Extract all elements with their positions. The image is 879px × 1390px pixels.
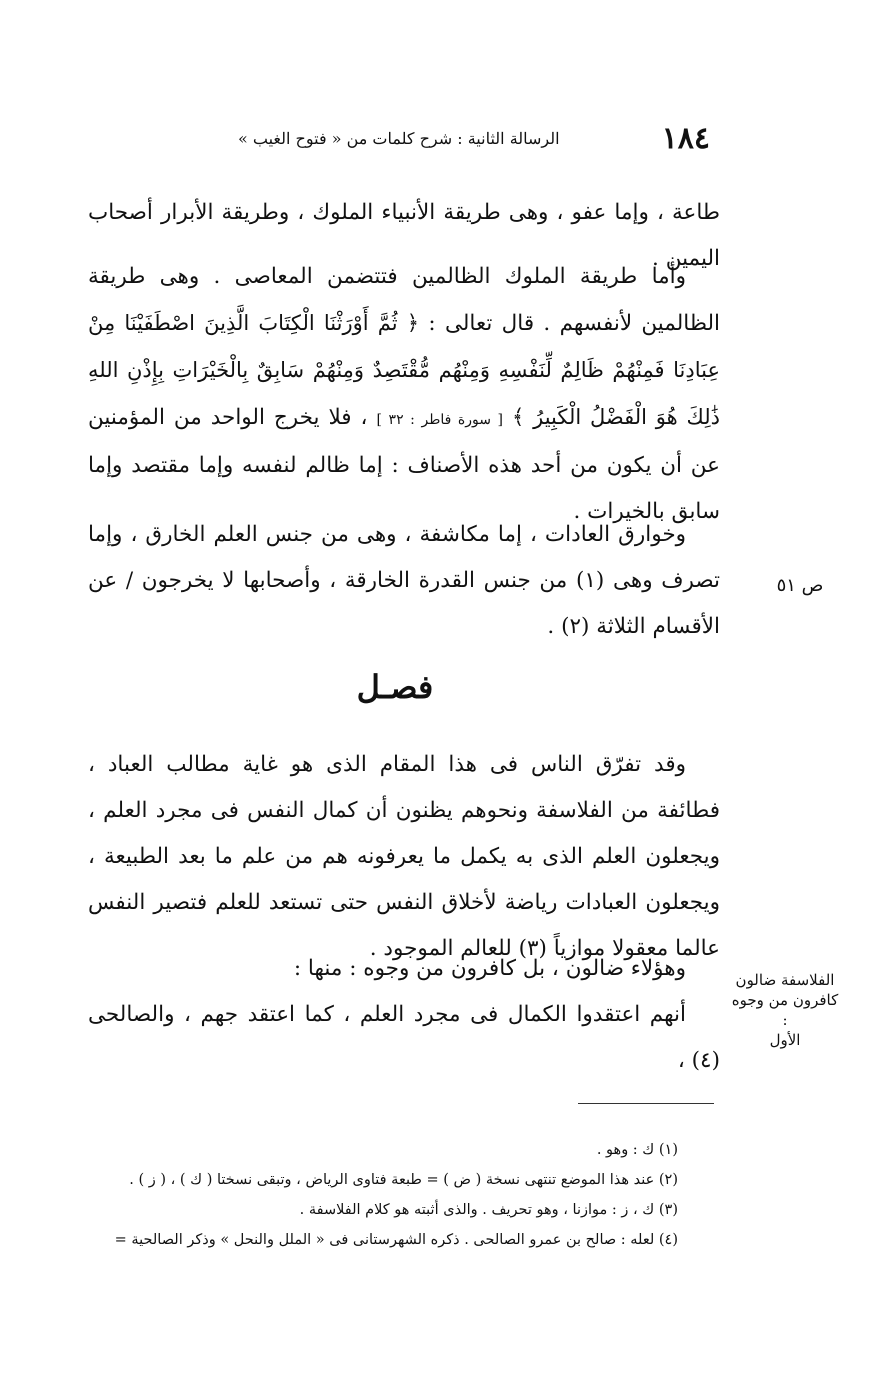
margin-note-philosophers — [730, 970, 840, 1050]
paragraph-2-intro: وأما طريقة الملوك الظالمين فتتضمن المعاصى . وهى طريقة الظالمين لأنفسهم . قال تعالى : — [88, 264, 720, 336]
footnote-4: (٤) لعله : صالح بن عمرو الصالحى . ذكره الشهرستانى فى « الملل والنحل » وذكر الصالحية = — [114, 1232, 678, 1248]
margin-page-ref: ص ٥١ — [776, 575, 824, 596]
footnote-1: (١) ك : وهو . — [596, 1142, 678, 1158]
paragraph-5 — [88, 946, 720, 1084]
paragraph-2-text — [88, 254, 720, 535]
paragraph-4 — [88, 742, 720, 972]
footnotes — [80, 1135, 678, 1255]
margin-note-line-1: الفلاسفة ضالون — [735, 971, 835, 989]
page-number: ١٨٤ — [661, 120, 710, 156]
quran-verse: ﴿ ثُمَّ أَوْرَثْنَا الْكِتَابَ الَّذِينَ اصْطَفَيْنَا مِنْ عِبَادِنَا فَمِنْهُمْ ظَالِمٌ لِّنَفْسِهِ وَمِنْهُم مُّقْتَصِدٌ وَمِنْهُمْ سَابِقٌ بِالْخَيْرَاتِ بِإِذْنِ اللهِ ذَٰلِكَ هُوَ الْفَضْلُ الْكَبِيرُ ﴾ — [88, 311, 720, 429]
paragraph-2 — [88, 254, 720, 535]
paragraph-3-text: وخوارق العادات ، إما مكاشفة ، وهى من جنس العلم الخارق ، وإما تصرف وهى (١) من جنس القدرة الخارقة ، وأصحابها لا يخرجون / عن الأقسام الثلاثة (٢) . — [88, 522, 721, 639]
margin-note-line-3: الأول — [769, 1031, 801, 1049]
paragraph-5-line-2: أنهم اعتقدوا الكمال فى مجرد العلم ، كما اعتقد جهم ، والصالحى (٤) ، — [88, 1002, 720, 1073]
paragraph-4-text: وقد تفرّق الناس فى هذا المقام الذى هو غاية مطالب العباد ، فطائفة من الفلاسفة ونحوهم يظنون أن كمال النفس فى مجرد العلم ، ويجعلون العلم الذى به يكمل ما يعرفونه هم من علم ما بعد الطبيعة ، ويجعلون العبادات رياضة لأخلاق النفس حتى تستعد للعلم فتصير النفس عالما معقولا موازياً (٣) للعالم الموجود . — [88, 752, 720, 961]
paragraph-2-conclusion: ، فلا يخرج الواحد من المؤمنين عن أن يكون من أحد هذه الأصناف : إما ظالم لنفسه وإما مقتصد وإما سابق بالخيرات . — [88, 405, 720, 524]
footnote-2: (٢) عند هذا الموضع تنتهى نسخة ( ض ) = طبعة فتاوى الرياض ، وتبقى نسختا ( ك ) ، ( ز ) . — [129, 1172, 678, 1188]
margin-note-line-2: كافرون من وجوه : — [731, 991, 839, 1029]
footnote-separator — [578, 1103, 714, 1104]
paragraph-3 — [88, 512, 720, 650]
verse-reference: [ سورة فاطر : ٣٢ ] — [376, 412, 504, 428]
page-header — [230, 118, 710, 158]
paragraph-5-line-1: وهؤلاء ضالون ، بل كافرون من وجوه : منها : — [293, 956, 686, 981]
running-title: الرسالة الثانية : شرح كلمات من « فتوح الغيب » — [238, 128, 560, 148]
paragraph-1-text: طاعة ، وإما عفو ، وهى طريقة الأنبياء الملوك ، وطريقة الأبرار أصحاب اليمين . — [88, 200, 720, 271]
footnote-3: (٣) ك ، ز : موازنا ، وهو تحريف . والذى أثبته هو كلام الفلاسفة . — [299, 1202, 678, 1218]
section-title: فصـل — [356, 668, 434, 706]
